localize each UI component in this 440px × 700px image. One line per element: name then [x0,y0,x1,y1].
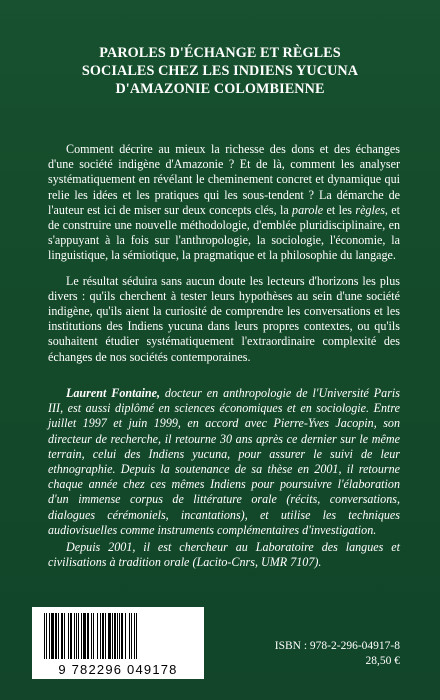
barcode-bar [58,613,59,659]
description-text-c: , et de construire une nouvelle méthodologie, d'emblée pluridisciplinaire, en s'appuyant à la fois sur l'anthropologie, la sociologie, l'économie, la linguistique, la sémiotique, la pragmatique et la philosophie du langage. [48,202,401,263]
price-label: 28,50 € [365,655,400,667]
bio-paragraph-2: Depuis 2001, il est chercheur au Laboratoire des langues et civilisations à tradition orale (Lacito-Cnrs, UMR 7107). [48,540,400,570]
barcode-bar [119,613,120,659]
barcode-bars [32,607,204,665]
title-line-1: PAROLES D'ÉCHANGE ET RÈGLES [99,45,341,61]
barcode-bar [93,613,94,659]
barcode-bar [108,613,111,659]
barcode-bar [121,613,123,659]
barcode-bar [134,613,135,659]
title-line-3: D'AMAZONIE COLOMBIENNE [115,81,325,97]
author-biography [48,386,400,570]
barcode-bar [83,613,86,659]
description-paragraph-2: Le résultat séduira sans aucun doute les lecteurs d'horizons les plus divers : qu'ils cherchent à tester leurs hypothèses au sein d'une société indigène, qu'ils aient la curiosité de comprendre les conversations et les institutions des Indiens yucuna dans leurs propres contextes, ou qu'ils souhaitent étudier systématiquement l'extraordinaire complexité des échanges de nos sociétés contemporaines. [48,273,400,364]
author-name: Laurent Fontaine, [66,386,160,400]
book-description [48,142,400,365]
barcode-bar [74,613,75,659]
description-paragraph-1 [48,142,400,264]
barcode-bar [70,613,72,659]
barcode-bar [68,613,69,659]
barcode-bar [97,613,98,659]
barcode-bar [91,613,92,659]
barcode-bar [76,613,77,659]
title-line-2: SOCIALES CHEZ LES INDIENS YUCUNA [81,63,359,79]
barcode-bar [112,613,113,659]
barcode-bar [46,613,47,659]
isbn-label: ISBN : 978-2-296-04917-8 [274,640,400,652]
barcode-bar [102,613,104,659]
barcode-bar [64,613,65,659]
barcode-bar [100,613,101,659]
description-text-a: Comment décrire au mieux la richesse des dons et des échanges d'une société indigène d'Amazonie ? Et de là, comment les analyser systématiquement en révélant le cheminement concret et dynamique qui relie les idées et les pratiques qui les sous-tendent ? La démarche de l'auteur est ici de miser sur deux concepts clés, la [48,142,400,217]
barcode [32,607,204,679]
term-parole: parole [292,202,324,217]
barcode-bar [136,613,137,659]
bio-paragraph-1 [48,386,400,538]
barcode-bar [131,613,132,659]
book-title [40,44,400,98]
barcode-bar [55,613,57,659]
barcode-bar [78,613,79,659]
term-regles: règles [355,202,385,217]
barcode-bar [61,613,63,659]
barcode-bar [105,613,106,659]
description-text-b: et les [323,202,356,217]
barcode-bar [49,613,50,659]
barcode-bar [114,613,116,659]
barcode-bar [129,613,130,659]
barcode-bar [87,613,89,659]
barcode-bar [117,613,118,659]
barcode-bar [81,613,82,659]
barcode-digits: 9 782296 049178 [58,662,178,677]
barcode-bar [125,613,126,659]
barcode-bar [51,613,54,659]
barcode-bar [44,613,45,659]
bio-text: docteur en anthropologie de l'Université Paris III, est aussi diplômé en sciences économiques et en sociologie. Entre juillet 1997 et juin 1999, en accord avec Pierre-Yves Jacopin, son directeur de recherche, il retourne 30 ans après ce dernier sur le même terrain, celui des Indiens yucuna, pour assurer le suivi de leur ethnographie. Depuis la soutenance de sa thèse en 2001, il retourne chaque année chez ces mêmes Indiens pour poursuivre l'élaboration d'un immense corpus de littérature orale (récits, conversations, dialogues cérémoniels, incantations), et utilise les techniques audiovisuelles comme instruments complémentaires d'investigation. [48,386,400,537]
